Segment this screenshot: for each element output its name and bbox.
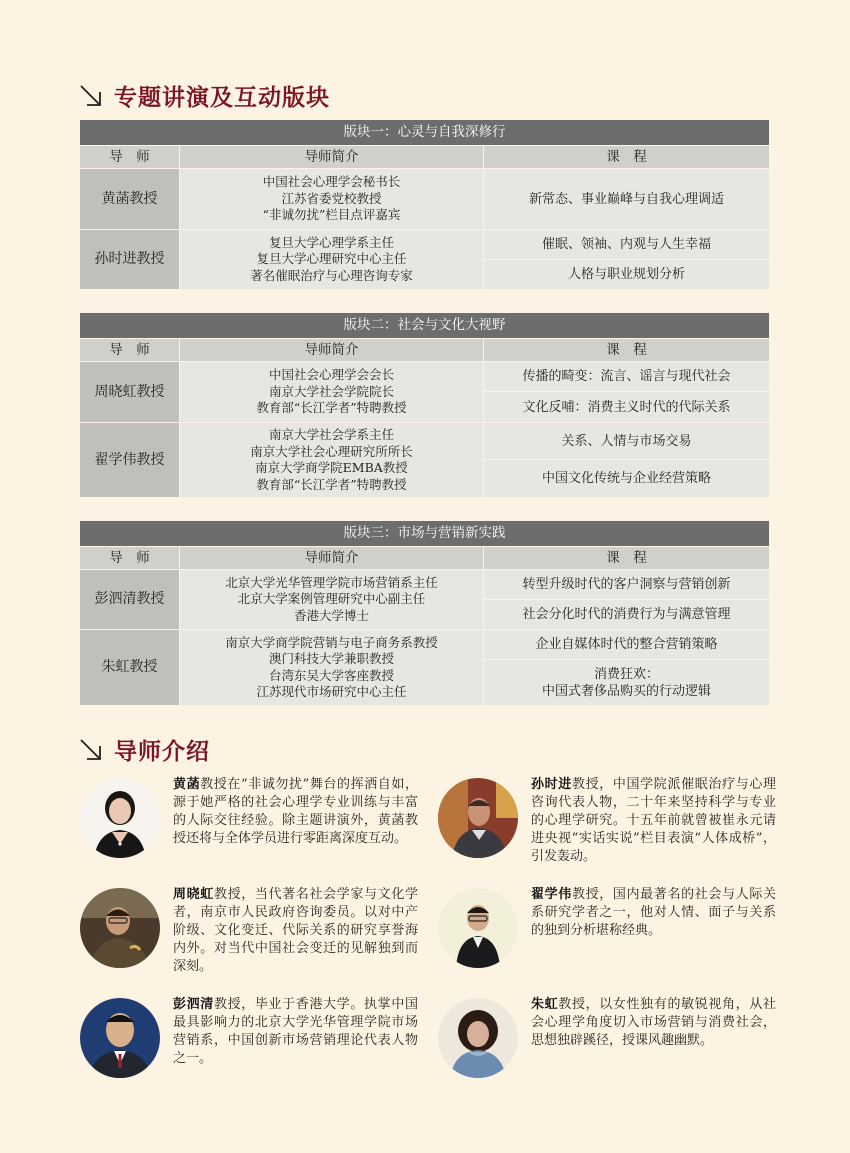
tutor-name: 黄菡教授 xyxy=(80,169,180,230)
tutor-bio xyxy=(173,776,418,848)
portrait-image xyxy=(438,888,518,968)
tutor-intro xyxy=(180,630,484,706)
intro-line: 教育部“长江学者”特聘教授 xyxy=(256,476,407,492)
header-tutor: 导 师 xyxy=(80,547,180,570)
tutor-intro xyxy=(180,362,484,423)
course-cell: 催眠、领袖、内观与人生幸福 xyxy=(484,230,770,260)
tutor-name: 孙时进教授 xyxy=(80,230,180,290)
header-course: 课 程 xyxy=(484,339,770,362)
portrait-image xyxy=(438,778,518,858)
course-cell: 企业自媒体时代的整合营销策略 xyxy=(484,630,770,660)
lectures-heading xyxy=(78,79,330,112)
course-line-part: 中国式奢侈品购买的行动逻辑 xyxy=(542,683,712,699)
course-cell: 新常态、事业巅峰与自我心理调适 xyxy=(484,169,770,230)
intro-line: 南京大学社会学院院长 xyxy=(268,383,394,399)
tutor-bio-name: 黄菡 xyxy=(173,777,201,792)
tutor-bio-name: 翟学伟 xyxy=(531,887,572,902)
course-cell: 转型升级时代的客户洞察与营销创新 xyxy=(484,570,770,600)
arrow-down-right-icon xyxy=(78,83,104,109)
block-1-table xyxy=(79,119,770,290)
tutor-photo xyxy=(438,998,518,1078)
tutor-bio-name: 彭泗清 xyxy=(173,997,214,1012)
tutor-intro xyxy=(180,169,484,230)
course-cell xyxy=(484,660,770,706)
tutor-bio xyxy=(531,886,776,940)
intro-line: 澳门科技大学兼职教授 xyxy=(268,651,394,666)
intro-line: 江苏省委党校教授 xyxy=(281,190,382,206)
course-cell: 社会分化时代的消费行为与满意管理 xyxy=(484,600,770,630)
tutor-photo xyxy=(438,888,518,968)
intro-line: 北京大学案例管理研究中心副主任 xyxy=(237,591,426,607)
intro-line: 香港大学博士 xyxy=(293,607,369,623)
tutor-bio-text: 教授在“非诚勿扰”舞台的挥洒自如，源于她严格的社会心理学专业训练与丰富的人际交往经验。除主题讲演外，黄菡教授还将与全体学员进行零距离深度互动。 xyxy=(173,777,418,846)
tutor-intro xyxy=(180,230,484,290)
tutor-bio xyxy=(531,996,776,1050)
tutor-name: 翟学伟教授 xyxy=(80,423,180,498)
tutor-photo xyxy=(80,998,160,1078)
block-3-table xyxy=(79,520,770,706)
portrait-image xyxy=(80,998,160,1078)
tutor-bio-text: 教授，当代著名社会学家与文化学者，南京市人民政府咨询委员。以对中产阶级、文化变迁、代际关系的研究享誉海内外。对当代中国社会变迁的见解独到而深刻。 xyxy=(173,887,418,974)
header-course: 课 程 xyxy=(484,547,770,570)
intro-line: 南京大学商学院EMBA教授 xyxy=(255,460,408,475)
tutor-bio xyxy=(531,776,776,866)
tutor-photo xyxy=(80,888,160,968)
tutor-intro xyxy=(180,570,484,630)
course-line xyxy=(484,666,769,700)
tutor-bio-name: 朱虹 xyxy=(531,997,559,1012)
intro-line: 江苏现代市场研究中心主任 xyxy=(256,684,407,699)
intro-line: 中国社会心理学会会长 xyxy=(268,367,394,383)
block-title: 版块一：心灵与自我深修行 xyxy=(80,120,770,146)
portrait-image xyxy=(80,778,160,858)
tutor-name: 彭泗清教授 xyxy=(80,570,180,630)
tutor-intro xyxy=(180,423,484,498)
intro-line: 中国社会心理学会秘书长 xyxy=(262,174,401,190)
intro-line: 复旦大学心理研究中心主任 xyxy=(256,251,407,267)
tutor-photo xyxy=(80,778,160,858)
intro-line: 著名催眠治疗与心理咨询专家 xyxy=(250,267,413,283)
intro-line: 教育部“长江学者”特聘教授 xyxy=(256,400,407,416)
tutor-bio xyxy=(173,886,418,976)
header-intro: 导师简介 xyxy=(180,547,484,570)
course-cell: 关系、人情与市场交易 xyxy=(484,423,770,460)
course-cell: 中国文化传统与企业经营策略 xyxy=(484,460,770,498)
tutor-bio-text: 教授，中国学院派催眠治疗与心理咨询代表人物，二十年来坚持科学与专业的心理学研究。十五年前就曾被崔永元请进央视“实话实说”栏目表演“人体成桥”，引发轰动。 xyxy=(531,777,776,864)
tutor-bio-text: 教授，国内最著名的社会与人际关系研究学者之一，他对人情、面子与关系的独到分析堪称经典。 xyxy=(531,887,776,938)
lectures-title: 专题讲演及互动版块 xyxy=(114,84,330,111)
course-cell: 文化反哺：消费主义时代的代际关系 xyxy=(484,392,770,423)
portrait-image xyxy=(80,888,160,968)
intro-line: 北京大学光华管理学院市场营销系主任 xyxy=(225,574,438,590)
block-title: 版块三：市场与营销新实践 xyxy=(80,521,770,547)
tutor-photo xyxy=(438,778,518,858)
tutor-bio xyxy=(173,996,418,1068)
intro-line: 复旦大学心理学系主任 xyxy=(268,234,394,250)
tutor-bio-name: 孙时进 xyxy=(531,777,572,792)
intro-line: 南京大学商学院营销与电子商务系教授 xyxy=(225,634,438,650)
tutor-bio-text: 教授，以女性独有的敏锐视角，从社会心理学角度切入市场营销与消费社会，思想独辟蹊径，授课风趣幽默。 xyxy=(531,997,776,1048)
tutors-heading xyxy=(78,733,210,766)
course-cell: 人格与职业规划分析 xyxy=(484,260,770,290)
header-tutor: 导 师 xyxy=(80,146,180,169)
tutor-name: 朱虹教授 xyxy=(80,630,180,706)
header-course: 课 程 xyxy=(484,146,770,169)
intro-line: 南京大学社会心理研究所所长 xyxy=(250,443,413,459)
header-tutor: 导 师 xyxy=(80,339,180,362)
tutor-bio-name: 周晓虹 xyxy=(173,887,214,902)
intro-line: 南京大学社会学系主任 xyxy=(268,427,394,442)
header-intro: 导师简介 xyxy=(180,339,484,362)
course-cell: 传播的畸变：流言、谣言与现代社会 xyxy=(484,362,770,392)
course-line-part: 消费狂欢： xyxy=(594,666,660,682)
tutor-bio-text: 教授，毕业于香港大学。执掌中国最具影响力的北京大学光华管理学院市场营销系，中国创新市场营销理论代表人物之一。 xyxy=(173,997,418,1066)
intro-line: 台湾东吴大学客座教授 xyxy=(268,667,394,683)
arrow-down-right-icon xyxy=(78,737,104,763)
portrait-image xyxy=(438,998,518,1078)
intro-line: “非诚勿扰”栏目点评嘉宾 xyxy=(262,207,401,223)
tutor-name: 周晓虹教授 xyxy=(80,362,180,423)
header-intro: 导师简介 xyxy=(180,146,484,169)
block-2-table xyxy=(79,312,770,498)
block-title: 版块二：社会与文化大视野 xyxy=(80,313,770,339)
tutors-title: 导师介绍 xyxy=(114,738,210,765)
